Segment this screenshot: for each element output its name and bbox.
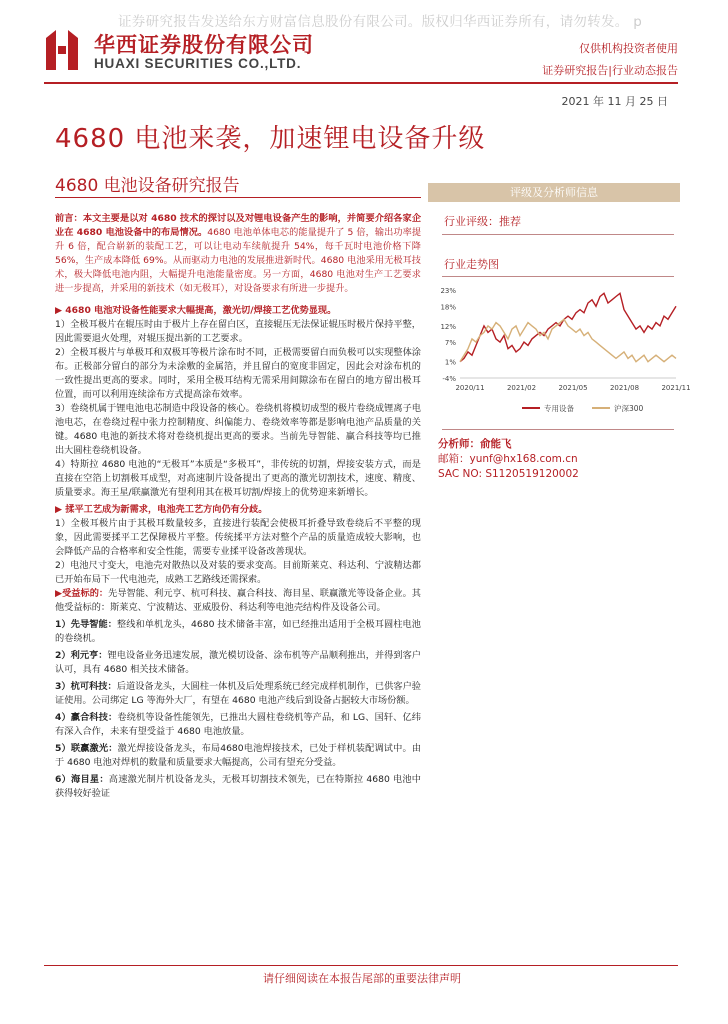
company-item (55, 618, 421, 646)
trend-title: 行业走势图 (444, 258, 499, 271)
company-name: 4）赢合科技： (55, 712, 118, 723)
analyst-name: 分析师：俞能飞 (438, 438, 512, 450)
series-line-csi300 (460, 319, 676, 361)
company-item (55, 649, 421, 677)
analyst-sac: SAC NO: S1120519120002 (438, 468, 579, 480)
company-desc: 高速激光制片机设备龙头，无极耳切割技术领先，已在特斯拉 4680 电池中获得较好验证 (55, 774, 421, 799)
section1-item: 4）特斯拉 4680 电池的“无极耳”本质是“多极耳”，非传统的切割，焊接安装方式，而是直接在空箔上切割极耳成型，对高速制片设备提出了更高的激光切割技术，速度、精度、质量要求。海王星/联赢激光有望利用其在极耳切割/焊接上的优势迎来新增长。 (55, 459, 421, 498)
company-item (55, 680, 421, 708)
targets-paragraph (55, 587, 421, 615)
section1-heading: ▶ 4680 电池对设备性能要求大幅提高，激光切/焊接工艺优势显现。 (55, 305, 337, 316)
x-tick-label: 2020/11 (455, 384, 485, 392)
company-desc: 卷绕机等设备性能领先，已推出大圆柱卷绕机等产品，和 LG、国轩、亿纬有深入合作，未来有望受益于 4680 电池放量。 (55, 712, 421, 737)
audience-note: 仅供机构投资者使用 (579, 42, 678, 55)
section2-item: 1）全极耳极片由于其极耳数量较多，直接进行装配会使极耳折叠导致卷绕后不平整的现象，因此需要揉平工艺保障极片平整。传统揉平方法对整个产品的质量造成较大影响，也会降低产品的合格率和安全性能，需要专业揉平设备改善现状。 (55, 518, 421, 557)
y-tick-label: 23% (440, 287, 456, 295)
page-title: 4680 电池来袭，加速锂电设备升级 (55, 124, 486, 154)
company-name: 6）海目星： (55, 774, 109, 785)
targets-text: 先导智能、利元亨、杭可科技、赢合科技、海目星、联赢激光等设备企业。其他受益标的：斯莱克、宁波精达、亚威股份、科达利等电池壳结构件及设备公司。 (55, 588, 421, 613)
huaxi-logo-icon (44, 28, 80, 72)
x-tick-label: 2021/05 (558, 384, 588, 392)
intro-bold: 本文主要是以对 4680 技术的探讨以及对锂电设备产生的影响，并简要介绍各家企业在 4680 电池设备中的布局情况。 (55, 213, 422, 238)
watermark: 证券研究报告发送给东方财富信息股份有限公司。版权归华西证券所有，请勿转发。 p (118, 14, 643, 30)
rating-divider (442, 234, 674, 235)
report-date: 2021 年 11 月 25 日 (561, 95, 668, 108)
subtitle-divider (55, 197, 421, 198)
y-tick-label: 18% (440, 303, 456, 312)
legend-label: 沪深300 (614, 404, 644, 413)
chart-divider (442, 429, 674, 430)
targets-label: ▶受益标的： (55, 588, 109, 599)
y-tick-label: 1% (444, 358, 456, 367)
company-item (55, 773, 421, 801)
intro-paragraph (55, 212, 421, 296)
company-item (55, 711, 421, 739)
legend-label: 专用设备 (544, 404, 574, 413)
company-name-cn: 华西证券股份有限公司 (94, 33, 314, 57)
trend-divider (442, 276, 674, 277)
company-name-en: HUAXI SECURITIES CO.,LTD. (94, 56, 302, 71)
section1-item: 3）卷绕机属于锂电池电芯制造中段设备的核心。卷绕机将模切成型的极片卷绕成锂离子电池电芯，在卷绕过程中张力控制精度、纠偏能力、卷绕效率等都是影响电池产品质量的关键。4680 电池的新技术将对卷绕机提出更高的要求。当前先导智能、赢合科技等均已推出大圆柱卷绕机设备。 (55, 403, 421, 456)
x-tick-label: 2021/08 (609, 384, 640, 392)
analyst-info (438, 437, 579, 482)
section2-item: 2）电池尺寸变大，电池壳对散热以及对装的要求变高。目前斯莱克、科达利、宁波精达都已开始布局下一代电池壳，成熟工艺路线还需探索。 (55, 560, 421, 585)
y-tick-label: -4% (442, 375, 456, 383)
section2-heading: ▶ 揉平工艺成为新需求，电池壳工艺方向仍有分歧。 (55, 504, 268, 515)
x-tick-label: 2021/11 (661, 384, 691, 392)
company-item (55, 742, 421, 770)
company-name: 3）杭可科技： (55, 681, 117, 692)
intro-label: 前言： (55, 213, 83, 224)
report-type: 证券研究报告|行业动态报告 (542, 64, 678, 77)
company-name: 1）先导智能： (55, 619, 117, 630)
company-name: 2）利元亨： (55, 650, 108, 661)
industry-rating: 行业评级：推荐 (444, 215, 521, 228)
main-content (55, 212, 421, 801)
company-name: 5）联赢激光： (55, 743, 118, 754)
y-tick-label: 7% (444, 339, 456, 348)
company-desc: 锂电设备业务迅速发展，激光模切设备、涂布机等产品顺利推出，并得到客户认可，具有 4680 相关技术储备。 (55, 650, 421, 675)
intro-rest: 4680 电池单体电芯的能量提升了 5 倍，输出功率提升 6 倍，配合崭新的装配工艺，可以让电动车续航提升 54%，每千瓦时电池价格下降 56%，生产成本降低 69%。从而驱动力电池的发展推进新时代。4680 电池采用无极耳技术，极大降低电池内阻，大幅提升电池能量密度。另一方面，4680 电池对生产工艺要求进一步提高，并采用的新技术（如无极耳），对设备要求有所进一步提升。 (55, 227, 422, 294)
section1-item: 1）全极耳极片在辊压时由于极片上存在留白区，直接辊压无法保证辊压时极片保持平整，因此需要退火处理，对辊压提出新的工艺要求。 (55, 319, 421, 344)
legal-footer: 请仔细阅读在本报告尾部的重要法律声明 (263, 972, 461, 985)
x-tick-label: 2021/02 (506, 384, 537, 392)
trend-chart (432, 282, 691, 422)
y-tick-label: 12% (440, 322, 456, 331)
rating-box-title: 评级及分析师信息 (428, 183, 680, 202)
footer-divider (44, 965, 678, 966)
header-divider (44, 82, 678, 84)
company-desc: 整线和单机龙头，4680 技术储备丰富，如已经推出适用于全极耳圆柱电池的卷绕机。 (55, 619, 421, 644)
section1-item: 2）全极耳极片与单极耳和双极耳等极片涂布时不同，正极需要留白而负极可以实现整体涂布。正极部分留白的部分为未涂敷的金属箔，并且留白的宽度非固定，因此会对涂布机的一致性提出更高的要求。同时，采用全极耳结构无需采用间隙涂布在留白的地方留出极耳位置，而可以利用连续涂布方式提高涂布效率。 (55, 347, 421, 400)
report-subtitle: 4680 电池设备研究报告 (55, 176, 240, 196)
analyst-email: 邮箱：yunf@hx168.com.cn (438, 453, 578, 465)
company-desc: 激光焊接设备龙头，布局4680电池焊接技术，已处于样机装配调试中。由于 4680 电池对焊机的数量和质量要求大幅提高，公司有望充分受益。 (55, 743, 421, 768)
company-desc: 后道设备龙头，大圆柱一体机及后处理系统已经完成样机制作，已供客户验证使用。公司绑定 LG 等海外大厂，有望在 4680 电池产线后到设备占据较大市场份额。 (55, 681, 421, 706)
